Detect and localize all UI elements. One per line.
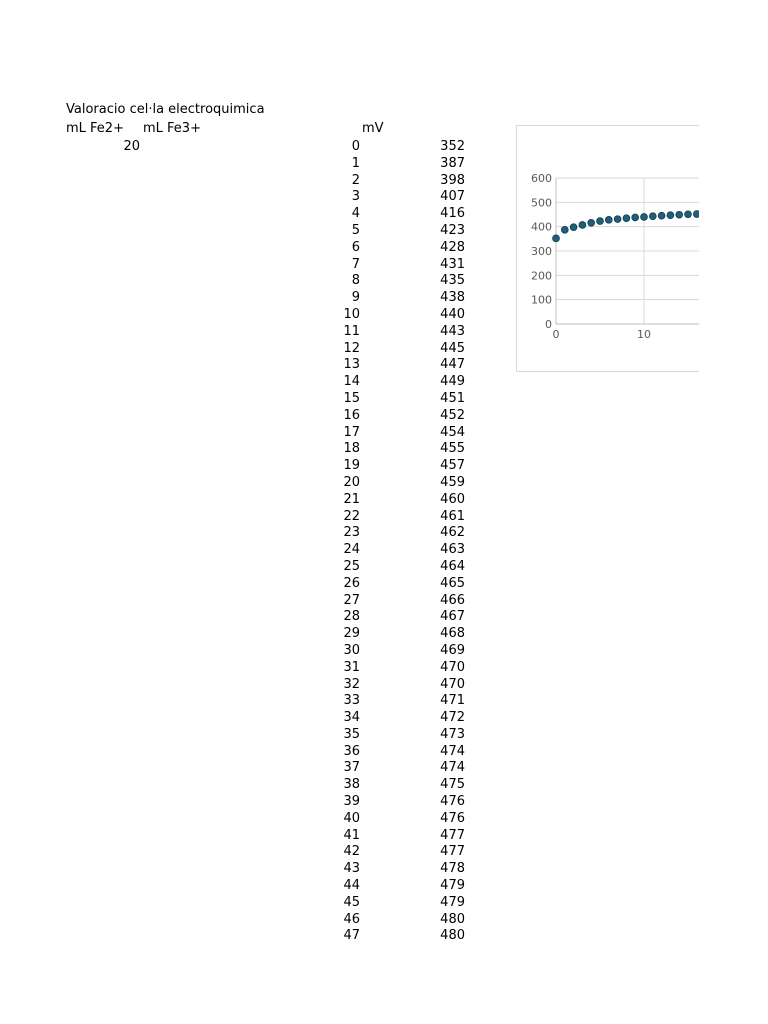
data-point	[693, 211, 699, 218]
table-row	[300, 878, 470, 895]
ml-fe3-cell: 11	[343, 323, 360, 339]
x-tick-label: 10	[637, 328, 651, 341]
table-row	[300, 341, 470, 358]
table-row	[300, 425, 470, 442]
data-point	[685, 211, 692, 218]
mv-cell: 474	[440, 760, 465, 776]
data-point	[667, 212, 674, 219]
x-tick-label: 0	[552, 328, 560, 341]
mv-cell: 467	[440, 609, 465, 625]
chart-svg	[517, 126, 699, 371]
mv-cell: 431	[440, 256, 465, 272]
table-row	[300, 458, 470, 475]
ml-fe3-cell: 2	[351, 172, 360, 188]
data-point	[641, 214, 648, 221]
ml-fe3-cell: 15	[343, 390, 360, 406]
mv-cell: 478	[440, 861, 465, 877]
ml-fe3-cell: 28	[343, 609, 360, 625]
table-row	[300, 156, 470, 173]
mv-cell: 460	[440, 491, 465, 507]
table-row	[300, 441, 470, 458]
ml-fe3-cell: 14	[343, 374, 360, 390]
ml-fe3-cell: 34	[343, 710, 360, 726]
ml-fe3-cell: 42	[343, 844, 360, 860]
mv-cell: 479	[440, 878, 465, 894]
mv-cell: 445	[440, 340, 465, 356]
table-row	[300, 290, 470, 307]
ml-fe3-cell: 26	[343, 575, 360, 591]
ml-fe3-cell: 41	[343, 827, 360, 843]
y-tick-label: 500	[531, 196, 552, 210]
header-ml-fe3: mL Fe3+	[143, 121, 201, 136]
mv-cell: 475	[440, 777, 465, 793]
table-row	[300, 542, 470, 559]
table-row	[300, 677, 470, 694]
table-row	[300, 794, 470, 811]
mv-cell: 476	[440, 794, 465, 810]
mv-cell: 459	[440, 474, 465, 490]
table-row	[300, 811, 470, 828]
mv-cell: 480	[440, 911, 465, 927]
mv-cell: 461	[440, 508, 465, 524]
table-row	[300, 576, 470, 593]
y-tick-label: 600	[531, 172, 552, 185]
table-row	[300, 273, 470, 290]
ml-fe3-cell: 0	[351, 139, 360, 154]
sheet-title: Valoracio cel·la electroquimica	[66, 102, 265, 117]
ml-fe3-cell: 4	[351, 206, 360, 222]
mv-cell: 479	[440, 894, 465, 910]
mv-cell: 472	[440, 710, 465, 726]
mv-cell: 469	[440, 642, 465, 658]
mv-cell: 443	[440, 323, 465, 339]
table-row	[300, 593, 470, 610]
mv-cell: 477	[440, 827, 465, 843]
ml-fe3-cell: 16	[343, 407, 360, 423]
ml-fe3-cell: 30	[343, 642, 360, 658]
mv-cell: 440	[440, 306, 465, 322]
mv-cell: 477	[440, 844, 465, 860]
table-row	[300, 374, 470, 391]
y-tick-label: 400	[531, 220, 552, 234]
y-tick-label: 0	[545, 318, 552, 331]
mv-cell: 462	[440, 525, 465, 541]
table-row	[300, 240, 470, 257]
mv-cell: 428	[440, 239, 465, 255]
data-point	[570, 224, 577, 231]
table-row	[300, 727, 470, 744]
y-tick-label: 200	[531, 269, 552, 283]
ml-fe3-cell: 22	[343, 508, 360, 524]
data-point	[623, 215, 630, 222]
data-point	[614, 216, 621, 223]
table-row	[300, 928, 470, 945]
mv-cell: 387	[440, 155, 465, 171]
mv-cell: 468	[440, 626, 465, 642]
ml-fe3-cell: 8	[351, 273, 360, 289]
table-row	[300, 760, 470, 777]
data-point	[605, 216, 612, 223]
table-row	[300, 189, 470, 206]
table-row	[300, 609, 470, 626]
mv-cell: 451	[440, 390, 465, 406]
data-point	[553, 235, 560, 242]
ml-fe3-cell: 44	[343, 878, 360, 894]
titration-table	[300, 139, 470, 945]
data-point	[676, 211, 683, 218]
ml-fe3-cell: 39	[343, 794, 360, 810]
table-row	[300, 525, 470, 542]
table-row	[300, 173, 470, 190]
table-row	[300, 492, 470, 509]
header-mv: mV	[362, 121, 384, 136]
table-row	[300, 895, 470, 912]
mv-cell: 457	[440, 458, 465, 474]
ml-fe3-cell: 45	[343, 894, 360, 910]
ml-fe3-cell: 33	[343, 693, 360, 709]
fe2-volume-cell: 20	[123, 139, 140, 154]
table-row	[300, 744, 470, 761]
ml-fe3-cell: 37	[343, 760, 360, 776]
table-row	[300, 408, 470, 425]
ml-fe3-cell: 29	[343, 626, 360, 642]
header-ml-fe2: mL Fe2+	[66, 121, 124, 136]
y-tick-label: 300	[531, 245, 552, 258]
ml-fe3-cell: 24	[343, 542, 360, 558]
table-row	[300, 844, 470, 861]
mv-cell: 435	[440, 273, 465, 289]
mv-cell: 398	[440, 172, 465, 188]
ml-fe3-cell: 18	[343, 441, 360, 457]
table-row	[300, 139, 470, 156]
ml-fe3-cell: 31	[343, 659, 360, 675]
table-row	[300, 693, 470, 710]
ml-fe3-cell: 25	[343, 558, 360, 574]
table-row	[300, 475, 470, 492]
table-row	[300, 660, 470, 677]
mv-cell: 474	[440, 743, 465, 759]
mv-cell: 447	[440, 357, 465, 373]
ml-fe3-cell: 10	[343, 306, 360, 322]
ml-fe3-cell: 27	[343, 592, 360, 608]
ml-fe3-cell: 35	[343, 726, 360, 742]
ml-fe3-cell: 36	[343, 743, 360, 759]
ml-fe3-cell: 46	[343, 911, 360, 927]
ml-fe3-cell: 20	[343, 474, 360, 490]
data-point	[561, 226, 568, 233]
mv-cell: 470	[440, 659, 465, 675]
table-row	[300, 710, 470, 727]
mv-cell: 471	[440, 693, 465, 709]
table-row	[300, 391, 470, 408]
table-row	[300, 257, 470, 274]
data-point	[658, 212, 665, 219]
ml-fe3-cell: 7	[351, 256, 360, 272]
data-point	[579, 222, 586, 229]
table-row	[300, 828, 470, 845]
data-point	[632, 214, 639, 221]
table-row	[300, 643, 470, 660]
ml-fe3-cell: 3	[351, 189, 360, 205]
ml-fe3-cell: 47	[343, 928, 360, 944]
mv-cell: 438	[440, 290, 465, 306]
ml-fe3-cell: 1	[351, 155, 360, 171]
mv-cell: 452	[440, 407, 465, 423]
ml-fe3-cell: 9	[351, 290, 360, 306]
table-row	[300, 559, 470, 576]
table-row	[300, 206, 470, 223]
mv-cell: 476	[440, 810, 465, 826]
mv-cell: 465	[440, 575, 465, 591]
ml-fe3-cell: 5	[351, 222, 360, 238]
table-row	[300, 912, 470, 929]
table-row	[300, 324, 470, 341]
table-row	[300, 509, 470, 526]
mv-cell: 449	[440, 374, 465, 390]
mv-cell: 423	[440, 222, 465, 238]
ml-fe3-cell: 23	[343, 525, 360, 541]
ml-fe3-cell: 13	[343, 357, 360, 373]
mv-cell: 454	[440, 424, 465, 440]
y-tick-label: 100	[531, 293, 552, 307]
mv-cell: 352	[440, 139, 465, 154]
table-row	[300, 777, 470, 794]
mv-cell: 463	[440, 542, 465, 558]
mv-cell: 473	[440, 726, 465, 742]
mv-cell: 455	[440, 441, 465, 457]
mv-cell: 416	[440, 206, 465, 222]
mv-cell: 466	[440, 592, 465, 608]
data-point	[588, 219, 595, 226]
ml-fe3-cell: 43	[343, 861, 360, 877]
table-row	[300, 357, 470, 374]
mv-cell: 470	[440, 676, 465, 692]
ml-fe3-cell: 40	[343, 810, 360, 826]
table-row	[300, 861, 470, 878]
data-point	[597, 218, 604, 225]
data-point	[649, 213, 656, 220]
ml-fe3-cell: 17	[343, 424, 360, 440]
ml-fe3-cell: 21	[343, 491, 360, 507]
ml-fe3-cell: 19	[343, 458, 360, 474]
table-row	[300, 307, 470, 324]
ml-fe3-cell: 6	[351, 239, 360, 255]
titration-chart	[516, 125, 699, 372]
ml-fe3-cell: 12	[343, 340, 360, 356]
mv-cell: 480	[440, 928, 465, 944]
mv-cell: 464	[440, 558, 465, 574]
table-row	[300, 223, 470, 240]
ml-fe3-cell: 38	[343, 777, 360, 793]
ml-fe3-cell: 32	[343, 676, 360, 692]
table-row	[300, 626, 470, 643]
mv-cell: 407	[440, 189, 465, 205]
